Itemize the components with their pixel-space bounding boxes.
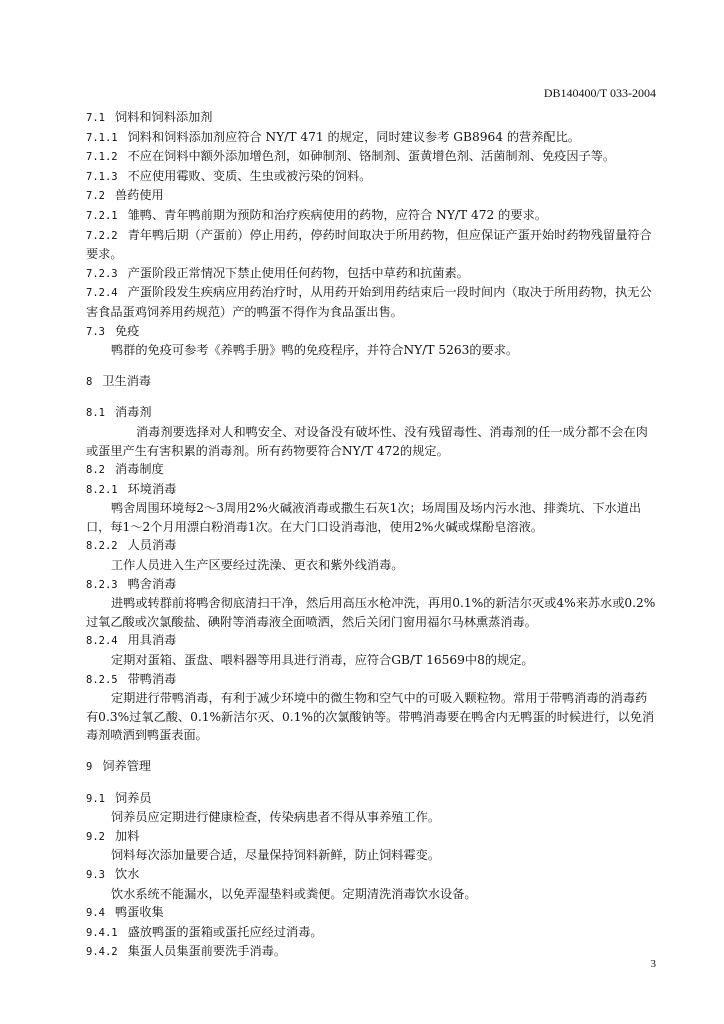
clause-text: 人员消毒 [127,538,177,553]
paragraph-text [86,689,658,745]
clause-text: 定期进行带鸭消毒，有利于减少环境中的微生物和空气中的可吸入颗粒物。常用于带鸭消毒的消毒药有0.3%过氧乙酸、0.1%新洁尔灭、0.1%的次氯酸钠等。带鸭消毒要在鸭舍内无鸭蛋的时候进行，以免消毒剂喷洒到鸭蛋表面。 [86,691,655,743]
clause-number: 8.2.4 [86,635,118,648]
clause-text: 饲料每次添加量要合适，尽量保持饲料新鲜，防止饲料霉变。 [111,848,441,863]
paragraph-text [86,556,658,575]
clause-text: 定期对蛋箱、蛋盘、喂料器等用具进行消毒，应符合GB/T 16569中8的规定。 [111,653,534,668]
clause-text: 盛放鸭蛋的蛋箱或蛋托应经过消毒。 [127,924,323,939]
clause-text: 饲料和饲料添加剂应符合 NY/T 471 的规定，同时建议参考 GB8964 的营养配比。 [127,129,580,144]
clause-line [86,206,658,226]
clause-number: 7.1 [86,112,105,124]
clause-number: 9.1 [86,792,105,805]
clause-number: 9.4.2 [86,946,118,959]
clause-number: 8 [86,375,93,388]
clause-number: 7.2.3 [86,267,118,280]
clause-text: 消毒剂 [114,405,152,420]
clause-line [86,670,658,690]
clause-number: 9.3 [86,868,105,881]
paragraph-text [86,885,658,904]
section-gap [86,777,658,789]
paragraph-text [86,423,658,460]
clause-number: 9 [86,761,93,773]
clause-line [86,536,658,556]
clause-text: 青年鸭后期（产蛋前）停止用药，停药时间取决于所用药物，但应保证产蛋开始时药物残留量符合要求。 [86,227,652,262]
clause-line [86,865,658,885]
clause-text: 用具消毒 [127,633,177,648]
clause-text: 兽药使用 [114,188,164,203]
clause-number: 7.1.3 [86,170,118,183]
clause-line [86,128,658,148]
clause-number: 7.2.4 [86,287,118,300]
clause-text: 工作人员进入生产区要经过洗澡、更衣和紫外线消毒。 [111,558,404,573]
paragraph-text [86,499,658,536]
clause-text: 免疫 [114,323,140,338]
clause-text: 进鸭或转群前将鸭舍彻底清扫干净，然后用高压水枪冲洗，再用0.1%的新洁尔灭或4%来苏水或0.2%过氧乙酸或次氯酸盐、碘附等消毒液全面喷洒，然后关闭门窗用福尔马林熏蒸消毒。 [86,596,656,629]
clause-number: 8.1 [86,407,105,420]
clause-number: 8.2.2 [86,540,118,553]
clause-text: 产蛋阶段发生疾病应用药治疗时，从用药开始到用药结束后一段时间内（取决于所用药物，执无公害食品蛋鸡饲养用药规范）产的鸭蛋不得作为食品蛋出售。 [86,285,652,319]
document-body [86,108,658,962]
clause-text: 饮水 [114,866,140,881]
clause-line [86,264,658,284]
section-gap [86,391,658,403]
clause-line [86,226,658,264]
clause-text: 雏鸭、青年鸭前期为预防和治疗疾病使用的药物，应符合 NY/T 472 的要求。 [127,207,547,222]
clause-line [86,108,658,128]
clause-line [86,923,658,943]
clause-text: 带鸭消毒 [127,671,177,686]
clause-line [86,827,658,847]
section-gap [86,360,658,372]
clause-text: 鸭舍周围环境每2～3周用2%火碱液消毒或撒生石灰1次；场周围及场内污水池、排粪坑、下水道出口，每1～2个月用漂白粉消毒1次。在大门口设消毒池，使用2%火碱或煤酚皂溶液。 [86,501,642,534]
clause-number: 8.2 [86,464,105,477]
clause-text: 饲养管理 [102,759,152,773]
clause-line [86,147,658,167]
clause-text: 卫生消毒 [102,373,152,388]
clause-line [86,903,658,923]
clause-text: 饲养员应定期进行健康检查，传染病患者不得从事养殖工作。 [111,810,441,825]
paragraph-text [86,341,658,360]
clause-text: 鸭群的免疫可参考《养鸭手册》鸭的免疫程序，并符合NY/T 5263的要求。 [111,343,519,358]
page-number: 3 [650,958,656,970]
clause-line [86,460,658,480]
paragraph-text [86,846,658,865]
clause-text: 加料 [114,828,140,843]
clause-number: 7.3 [86,325,105,338]
clause-number: 8.2.1 [86,483,118,496]
clause-text: 环境消毒 [127,481,177,496]
document-code-header: DB140400/T 033-2004 [543,86,656,100]
paragraph-text [86,594,658,631]
clause-number: 7.1.1 [86,131,118,144]
clause-line [86,372,658,392]
clause-line [86,186,658,206]
clause-text: 产蛋阶段正常情况下禁止使用任何药物，包括中草药和抗菌素。 [127,265,469,280]
clause-text: 鸭舍消毒 [127,576,177,591]
clause-line [86,942,658,962]
clause-number: 7.2.1 [86,209,118,222]
clause-number: 7.2.2 [86,229,118,242]
clause-number: 8.2.3 [86,578,118,591]
clause-number: 7.2 [86,190,105,203]
clause-line [86,167,658,187]
section-gap [86,745,658,757]
clause-line [86,403,658,423]
clause-text: 不应在饲料中额外添加增色剂，如砷制剂、铬制剂、蛋黄增色剂、活菌制剂、免疫因子等。 [127,149,616,164]
clause-number: 9.4.1 [86,926,118,939]
clause-number: 9.4 [86,907,105,920]
clause-line [86,322,658,342]
clause-number: 9.2 [86,830,105,843]
clause-text: 集蛋人员集蛋前要洗手消毒。 [127,944,287,959]
clause-text: 鸭蛋收集 [114,905,164,920]
clause-line [86,575,658,595]
clause-line [86,480,658,500]
clause-line [86,631,658,651]
paragraph-text [86,808,658,827]
clause-line [86,283,658,321]
clause-line [86,757,658,777]
clause-text: 饲料和饲料添加剂 [114,110,213,124]
clause-text: 消毒剂要选择对人和鸭安全、对设备没有破坏性、没有残留毒性、消毒剂的任一成分都不会在肉或蛋里产生有害积累的消毒剂。所有药物要符合NY/T 472的规定。 [86,424,648,458]
clause-text: 不应使用霉败、变质、生虫或被污染的饲料。 [127,168,372,183]
clause-text: 饮水系统不能漏水，以免弄湿垫料或粪便。定期清洗消毒饮水设备。 [111,886,477,901]
clause-text: 消毒制度 [114,462,164,477]
clause-line [86,789,658,809]
paragraph-text [86,651,658,670]
clause-number: 8.2.5 [86,673,118,686]
clause-number: 7.1.2 [86,151,118,164]
clause-text: 饲养员 [114,790,152,805]
